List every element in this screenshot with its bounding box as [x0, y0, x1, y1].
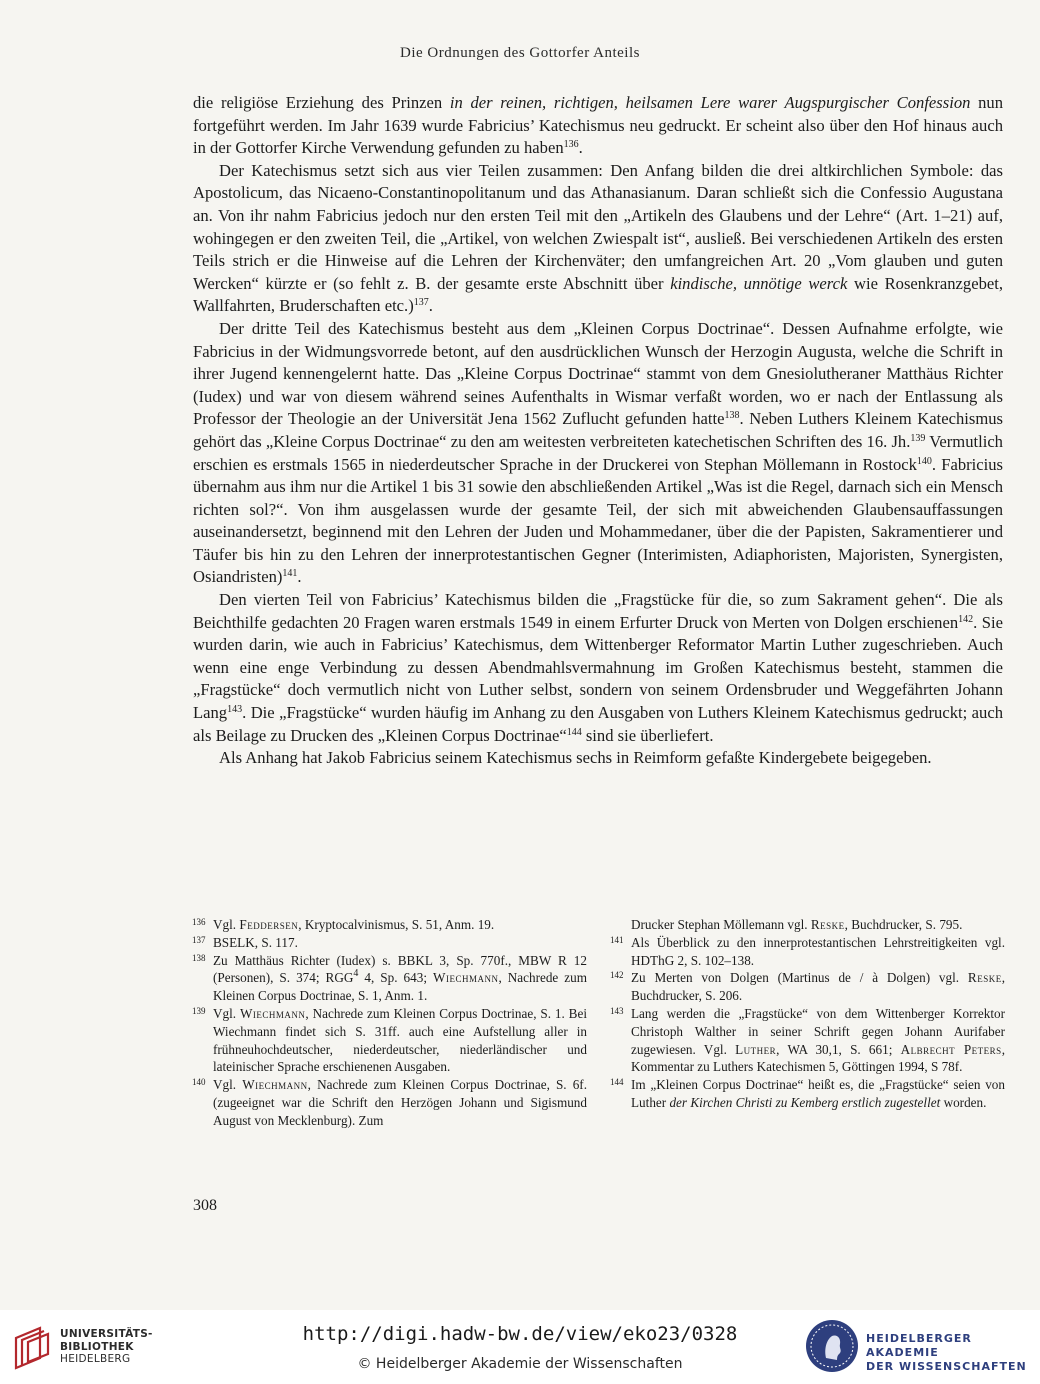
- author-name: Luther: [735, 1041, 777, 1057]
- text-run: , Nachrede zum Kleinen Corpus Doctrinae, S. 1. Bei Wiechmann findet sich S. 31ff. auch eine Aufstellung aller in frühneuhochdeutscher, niederdeutscher, niederländischer und lateinischer Sprache erschienenen Ausgaben.: [213, 1005, 587, 1075]
- footnote: [610, 916, 1005, 934]
- text-run: . Fabricius übernahm aus ihm nur die Artikel 1 bis 31 sowie den abschließenden Artikel „Was ist die Regel, darnach sich ein Mensch richten sol?“. Von ihm ausgelassen wurde der gesamte Teil, der sich mit abweichenden Glaubensauffassungen auseinandersetzt, beginnend mit den Lehren der Juden und Mohammedaner, über die der Papisten, Sakramentierer und Täufer bis hin zu den Lehren der innerprotestantischen Gegner (Interimisten, Adiaphoristen, Majoristen, Synergisten, Osiandristen): [193, 454, 1003, 587]
- paragraph: [193, 92, 1003, 160]
- text-run: Als Überblick zu den innerprotestantischen Lehrstreitigkeiten vgl. HDThG 2, S. 102–138.: [631, 934, 1005, 968]
- text-run: . Neben Luthers Kleinem Katechismus gehört das „Kleine Corpus Doctrinae“ zu den am weitesten verbreiteten katechetischen Schriften des 16. Jh.: [193, 409, 1003, 451]
- footnote-reference: 143: [227, 704, 243, 716]
- text-run: , Buchdrucker, S. 206.: [631, 970, 1005, 1004]
- footnote: [192, 1005, 587, 1076]
- main-text: [193, 92, 1003, 770]
- text-run: , Kommentar zu Luthers Katechismen 5, Göttingen 1994, S 78f.: [631, 1041, 1005, 1075]
- footnote-number: 143: [610, 1005, 624, 1016]
- text-run: , Nachrede zum Kleinen Corpus Doctrinae, S. 6f. (zugeeignet war die Schrift den Herzögen Johann und Sigismund August von Mecklenburg). Zum: [213, 1077, 587, 1128]
- paragraph: [193, 747, 1003, 770]
- footnote-number: 140: [192, 1077, 206, 1088]
- academy-seal-icon: [804, 1318, 860, 1374]
- text-run: worden.: [940, 1094, 987, 1110]
- running-head: Die Ordnungen des Gottorfer Anteils: [400, 45, 640, 61]
- footnote-reference: 141: [282, 568, 298, 580]
- footnote-reference: 138: [724, 410, 740, 422]
- academy-line-2: DER WISSENSCHAFTEN: [866, 1360, 1027, 1373]
- text-run: , Buchdrucker, S. 795.: [844, 917, 963, 932]
- footnote-number: 138: [192, 952, 206, 963]
- footnote-reference: 137: [413, 297, 429, 309]
- page-number: 308: [193, 1197, 217, 1214]
- footnote: [192, 934, 587, 952]
- footnote-reference: 4: [353, 968, 359, 980]
- text-run: nun fortgeführt werden. Im Jahr 1639 wurde Fabricius’ Katechismus neu gedruckt. Er scheint also über den Hof hinaus auch in der Gottorfer Kirche Verwendung gefunden zu haben: [193, 93, 1003, 158]
- text-run: , WA 30,1, S. 661;: [776, 1041, 901, 1057]
- italic-quote: kindische, unnötige werck: [670, 273, 848, 293]
- text-run: wie Rosenkranzgebet, Wallfahrten, Bruderschaften etc.): [193, 273, 1003, 316]
- text-run: Vgl.: [213, 1005, 240, 1021]
- permalink-url[interactable]: http://digi.hadw-bw.de/view/eko23/0328: [302, 1323, 738, 1345]
- footnote-number: 141: [610, 934, 624, 945]
- paragraph: [193, 160, 1003, 318]
- text-run: .: [578, 138, 583, 158]
- text-run: Im „Kleinen Corpus Doctrinae“ heißt es, die „Fragstücke“ seien von Luther: [631, 1077, 1005, 1110]
- footnote: [192, 952, 587, 1005]
- text-run: Vgl.: [213, 917, 240, 932]
- footnotes-left-column: [192, 916, 587, 1130]
- text-run: Der dritte Teil des Katechismus besteht aus dem „Kleinen Corpus Doctrinae“. Dessen Aufnahme erfolgte, wie Fabricius in der Widmungsvorrede betont, auf den ausdrücklichen Wunsch der Herzogin Augusta, welche die Schrift in ihrer Jugend kennengelernt hatte. Das „Kleine Corpus Doctrinae“ stammt von dem Gnesiolutheraner Matthäus Richter (Iudex) und war von diesem während seines Aufenthalts in Wismar verfaßt worden, wo er nach der Entlassung als Professor der Theologie an der Universität Jena 1562 Zuflucht gefunden hatte: [193, 318, 1003, 429]
- footnote-reference: 140: [916, 455, 932, 467]
- text-run: .: [428, 296, 433, 316]
- footnote: [192, 916, 587, 934]
- text-run: .: [297, 567, 302, 587]
- footnote-reference: 136: [563, 139, 579, 151]
- text-run: Der Katechismus setzt sich aus vier Teilen zusammen: Den Anfang bilden die drei altkirchlichen Symbole: das Apostolicum, das Nicaeno-Constantinopolitanum und das Athanasianum. Daran schließt sich die Confessio Augustana an. Von ihr nahm Fabricius jedoch nur den ersten Teil mit den „Artikeln des Glaubens und der Lehre“ (Art. 1–21) auf, wohingegen er den zweiten Teil, die „Artikel, von welchen Zwiespalt ist“, ausließ. Bei verschiedenen Artikeln des ersten Teils strich er die Hinweise auf die Lehren der Kirchenväter; den umfangreichen Art. 20 „Vom glauben und guten Wercken“ kürzte er (so fehlt z. B. der gesamte erste Abschnitt über: [193, 160, 1003, 293]
- author-name: Reske: [810, 917, 845, 932]
- author-name: Albrecht Peters: [900, 1041, 1002, 1057]
- text-run: Als Anhang hat Jakob Fabricius seinem Katechismus sechs in Reimform gefaßte Kindergebete beigegeben.: [219, 748, 932, 768]
- footnote-number: 142: [610, 970, 624, 981]
- author-name: Reske: [967, 970, 1002, 986]
- ub-line-1: UNIVERSITÄTS-: [60, 1328, 153, 1340]
- text-run: BSELK, S. 117.: [213, 934, 298, 950]
- text-run: Den vierten Teil von Fabricius’ Katechismus bilden die „Fragstücke für die, so zum Sakrament gehen“. Die als Beichthilfe gedachten 20 Fragen waren erstmals 1549 in einem Erfurter Druck von Merten von Dolgen erschienen: [193, 590, 1003, 632]
- paragraph: [193, 589, 1003, 747]
- footnotes-right-column: [610, 916, 1005, 1112]
- academy-name: [866, 1332, 1040, 1374]
- footnote: [192, 1076, 587, 1129]
- author-name: Wiechmann: [239, 1005, 306, 1021]
- footnote: [610, 1076, 1005, 1112]
- copyright-notice: © Heidelberger Akademie der Wissenschaften: [357, 1356, 683, 1372]
- text-run: Drucker Stephan Möllemann vgl.: [631, 917, 811, 932]
- footnote: [610, 1005, 1005, 1076]
- footnote: [610, 934, 1005, 970]
- footnote-reference: 139: [910, 432, 926, 444]
- text-run: . Sie wurden darin, wie auch in Fabricius’ Katechismus, dem Wittenberger Reformator Martin Luther zugeschrieben. Auch wenn eine enge Verbindung zu dessen Abendmahlsvermahnung im Großen Katechismus besteht, stammen die „Fragstücke“ doch vermutlich nicht von Luther selbst, sondern von seinem Ordensbruder und Weggefährten Johann Lang: [193, 612, 1003, 723]
- text-run: , Nachrede zum Kleinen Corpus Doctrinae, S. 1, Anm. 1.: [213, 970, 587, 1004]
- footnote-number: 137: [192, 934, 206, 945]
- text-run: die religiöse Erziehung des Prinzen: [193, 93, 450, 112]
- text-run: Vgl.: [213, 1077, 243, 1093]
- italic-quote: der Kirchen Christi zu Kemberg erstlich zugestellet: [669, 1094, 941, 1110]
- author-name: Feddersen: [239, 917, 299, 932]
- footnote-number: 144: [610, 1077, 624, 1088]
- academy-line-1: HEIDELBERGER AKADEMIE: [866, 1332, 972, 1359]
- text-run: . Die „Fragstücke“ wurden häufig im Anhang zu den Ausgaben von Luthers Kleinem Katechismus gedruckt; auch als Beilage zu Drucken des „Kleinen Corpus Doctrinae“: [193, 703, 1003, 745]
- text-run: 4, Sp. 643;: [358, 970, 433, 986]
- text-run: Zu Merten von Dolgen (Martinus de / à Dolgen) vgl.: [631, 970, 968, 986]
- text-run: Zu Matthäus Richter (Iudex) s. BBKL 3, Sp. 770f., MBW R 12 (Personen), S. 374; RGG: [213, 952, 587, 986]
- footer-bar: [0, 1310, 1040, 1384]
- footnote: [610, 969, 1005, 1005]
- text-run: , Kryptocalvinismus, S. 51, Anm. 19.: [298, 917, 495, 932]
- text-run: sind sie überliefert.: [581, 725, 714, 745]
- text-run: Vermutlich erschien es erstmals 1565 in niederdeutscher Sprache in der Druckerei von Stephan Möllemann in Rostock: [193, 431, 1003, 474]
- italic-quote: in der reinen, richtigen, heilsamen Lere warer Augspurgischer Confession: [449, 93, 971, 112]
- footnote-number: 139: [192, 1005, 206, 1016]
- ub-line-2: BIBLIOTHEK: [60, 1340, 134, 1353]
- author-name: Wiechmann: [242, 1077, 308, 1093]
- ub-line-3: HEIDELBERG: [60, 1353, 131, 1365]
- author-name: Wiechmann: [433, 970, 499, 986]
- footnote-number: 136: [192, 917, 206, 927]
- paragraph: [193, 318, 1003, 589]
- footnote-reference: 144: [566, 726, 582, 738]
- text-run: Lang werden die „Fragstücke“ von dem Wittenberger Korrektor Christoph Walther in seiner Schrift gegen Johann Aurifaber zugewiesen. Vgl.: [631, 1005, 1005, 1057]
- footnote-reference: 142: [958, 613, 974, 625]
